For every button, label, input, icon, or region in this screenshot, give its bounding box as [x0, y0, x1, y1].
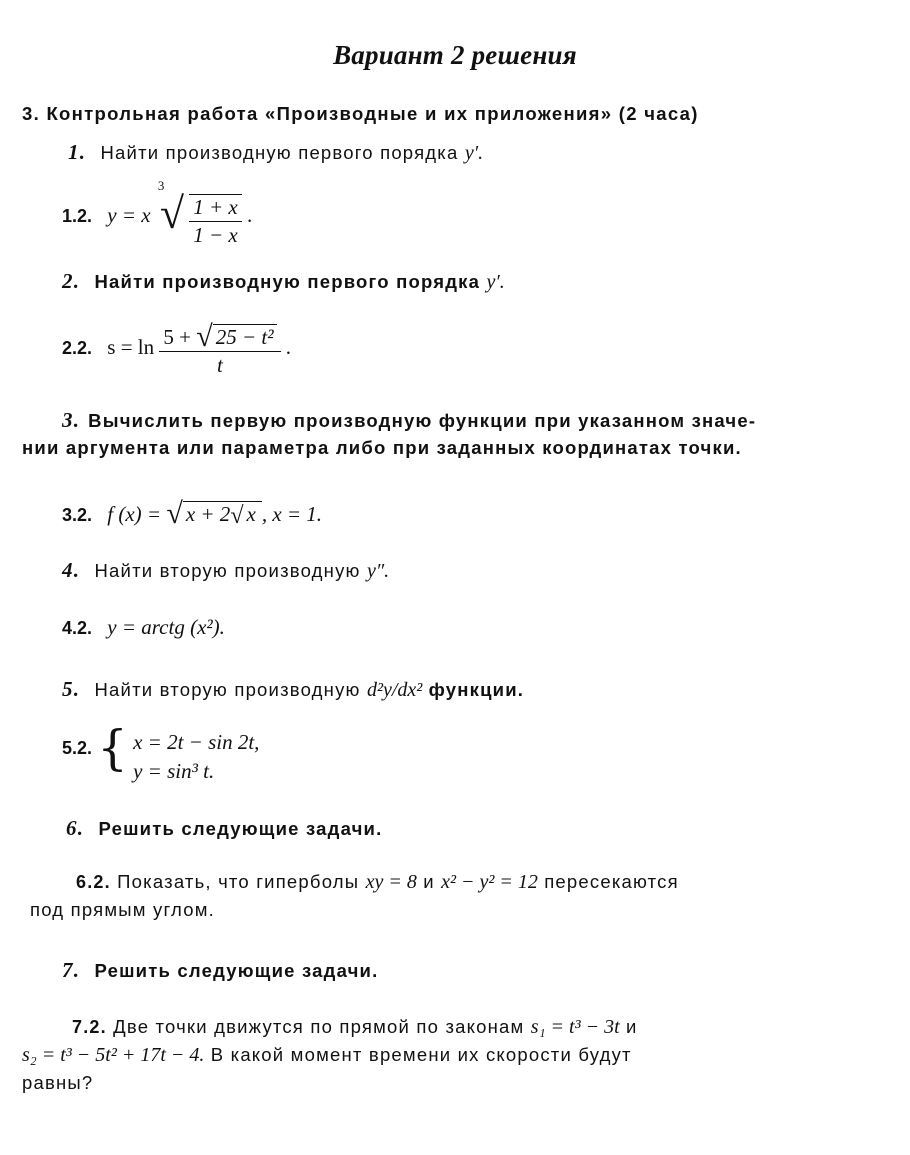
problem-label: 1.2. [62, 206, 93, 226]
task-text: Найти вторую производную [94, 560, 361, 581]
task-number: 2. [62, 269, 81, 293]
system-brace: { [97, 720, 128, 776]
page-title: Вариант 2 решения [333, 40, 577, 70]
task-6 [66, 816, 382, 841]
task-number: 1. [68, 140, 87, 164]
section-heading: 3. Контрольная работа «Производные и их приложения» (2 часа) [22, 103, 699, 124]
radicand: x + 2√ x [183, 501, 262, 526]
problem-label: 6.2. [76, 872, 111, 892]
problem-label: 3.2. [62, 505, 93, 525]
problem-label: 7.2. [72, 1017, 107, 1037]
task-text: Решить следующие задачи. [94, 960, 379, 981]
problem-label: 4.2. [62, 618, 93, 638]
task-number: 6. [66, 816, 85, 840]
problem-label: 5.2. [62, 738, 93, 758]
task-2 [62, 269, 505, 294]
task-5 [62, 677, 524, 702]
cube-root: 3 √ [157, 178, 184, 238]
task-number: 7. [62, 958, 81, 982]
task-3: 3. Вычислить первую производную функции при указанном значе- нии аргумента или параметра либо при заданных координатах точки. [22, 408, 757, 458]
task-text: Решить следующие задачи. [98, 818, 383, 839]
formula-lhs: f (x) = [107, 502, 167, 526]
formula-lhs: y = x [107, 203, 151, 227]
denominator: 1 − x [193, 223, 238, 248]
numerator: 1 + x [189, 195, 242, 222]
fraction [159, 320, 280, 378]
task-text: Найти вторую производную [94, 679, 361, 700]
task-number: 4. [62, 558, 81, 582]
problem-1-2: 1.2. y = x 3 √ $\frac{1 + x}{1 - x}$ . [62, 178, 253, 248]
numerator: 5 + √ 25 − t² [159, 320, 280, 352]
task-text: Найти производную первого порядка [94, 271, 481, 292]
problem-6-2: 6.2. Показать, что гиперболы xy = 8 и x² − y² = 12 пересекаются под прямым углом. [30, 871, 679, 920]
task-number: 3. [62, 408, 81, 432]
problem-3-2: 3.2. f (x) = √ x + 2√ x , x = 1. [62, 497, 323, 530]
task-math: d²y/dx² [366, 679, 423, 701]
task-math: y′. [464, 142, 484, 164]
problem-7-2: 7.2. Две точки движутся по прямой по законам s₁ = t³ − 3t и s₂ = t³ − 5t² + 17t − 4. В какой момент времени их скорости будут равны? [22, 1016, 638, 1093]
problem-2-2: 2.2. s = ln $\frac{\text{5 + √ 25 − t²}}{t}$ . [62, 320, 292, 377]
problem-4-2 [62, 615, 225, 640]
system-line-1: x = 2t − sin 2t, [133, 730, 260, 754]
task-4 [62, 558, 389, 583]
task-tail: функции. [428, 679, 525, 700]
task-math: y″. [366, 560, 390, 582]
task-7 [62, 958, 378, 983]
denominator: t [217, 353, 223, 377]
formula-lhs: s = ln [107, 334, 155, 359]
task-math: y′. [486, 271, 505, 293]
task-text: Найти производную первого порядка [100, 142, 459, 163]
root-index: 3 [157, 178, 165, 193]
problem-label: 2.2. [62, 337, 93, 358]
fraction [189, 194, 242, 248]
task-number: 5. [62, 677, 81, 701]
system [133, 728, 259, 786]
formula-expr: y = arctg (x²). [107, 615, 225, 639]
system-line-2: y = sin³ t. [133, 759, 215, 783]
problem-5-2 [62, 720, 260, 786]
task-1 [68, 140, 483, 165]
